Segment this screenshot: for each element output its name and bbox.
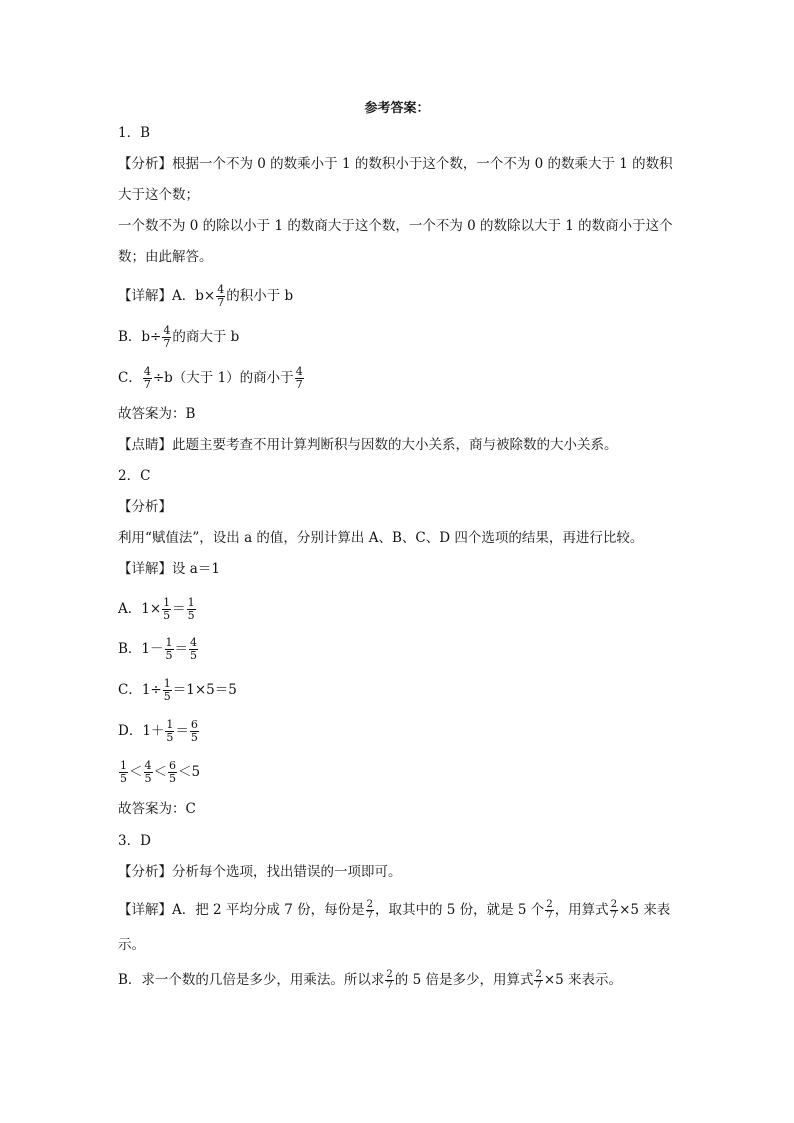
fraction-1-5 <box>119 760 128 785</box>
q1-analysis-line3: 一个数不为 0 的除以小于 1 的数商大于这个数，一个不为 0 的数除以大于 1 的数商小于这个 <box>118 218 673 234</box>
q2-option-d <box>118 719 200 744</box>
q3-detail-a-part1: 【详解】A．把 2 平均分成 7 份，每份是 <box>118 902 365 918</box>
fraction-1-5 <box>162 597 171 622</box>
fraction-denominator: 5 <box>190 731 198 744</box>
fraction-numerator: 1 <box>163 677 171 690</box>
equals-sign: ＝ <box>174 641 189 657</box>
q1-answer: 故答案为：B <box>118 406 196 422</box>
q1-analysis-line2: 大于这个数； <box>118 187 199 203</box>
fraction-6-5 <box>190 719 199 744</box>
less-than-sign: ＜ <box>153 764 167 780</box>
q3-detail-a-part4: ×5 来表 <box>619 902 671 918</box>
fraction-denominator: 7 <box>535 980 542 991</box>
fraction-denominator: 7 <box>366 910 373 921</box>
fraction-numerator: 2 <box>535 969 542 980</box>
q1-detail-a <box>118 284 293 309</box>
fraction-denominator: 7 <box>217 296 225 309</box>
q3-analysis: 【分析】分析每个选项，找出错误的一项即可。 <box>118 864 402 880</box>
q1-detail-b-prefix: B．b÷ <box>118 329 162 345</box>
q2-comparison <box>118 760 200 785</box>
fraction-numerator: 4 <box>217 283 225 296</box>
fraction-numerator: 2 <box>386 969 393 980</box>
fraction-numerator: 1 <box>120 759 127 772</box>
q2-detail: 【详解】设 a＝1 <box>118 561 220 577</box>
q3-detail-b-part3: ×5 来表示。 <box>543 972 623 988</box>
q2-answer: 故答案为：C <box>118 801 196 817</box>
fraction-1-5 <box>163 678 172 703</box>
equals-sign: ＝ <box>175 723 189 739</box>
fraction-4-7 <box>295 366 304 391</box>
q3-detail-a-part3: ，用算式 <box>554 902 609 918</box>
q1-detail-c-prefix: C． <box>118 370 142 386</box>
fraction-numerator: 4 <box>143 365 151 378</box>
equals-sign: ＝ <box>172 601 186 617</box>
fraction-denominator: 5 <box>165 649 173 662</box>
fraction-numerator: 2 <box>366 899 373 910</box>
fraction-4-7 <box>143 366 152 391</box>
fraction-denominator: 5 <box>190 649 198 662</box>
q2-option-c-prefix: C．1÷ <box>118 682 162 698</box>
fraction-4-5 <box>189 637 198 662</box>
q3-detail-b <box>118 970 622 991</box>
q1-detail-a-prefix: 【详解】A．b× <box>118 288 216 304</box>
fraction-numerator: 6 <box>169 759 176 772</box>
q2-option-c-suffix: ＝1×5＝5 <box>172 682 237 698</box>
less-than-five: ＜5 <box>178 764 201 780</box>
fraction-numerator: 2 <box>546 899 553 910</box>
fraction-denominator: 5 <box>163 609 171 622</box>
q3-detail-b-part2: 的 5 倍是多少，用算式 <box>394 972 534 988</box>
q1-comment: 【点睛】此题主要考查不用计算判断积与因数的大小关系，商与被除数的大小关系。 <box>118 437 618 453</box>
fraction-6-5 <box>168 760 177 785</box>
fraction-4-7 <box>216 284 225 309</box>
fraction-2-7 <box>534 970 542 991</box>
fraction-2-7 <box>610 900 618 921</box>
fraction-denominator: 7 <box>163 337 171 350</box>
fraction-1-5 <box>165 719 174 744</box>
q2-option-d-prefix: D．1＋ <box>118 723 165 739</box>
fraction-denominator: 7 <box>610 910 618 921</box>
fraction-numerator: 4 <box>144 759 152 772</box>
q3-number: 3．D <box>118 833 151 849</box>
fraction-2-7 <box>366 900 374 921</box>
fraction-denominator: 7 <box>295 378 303 391</box>
q1-number: 1．B <box>118 125 151 141</box>
fraction-numerator: 1 <box>163 596 171 609</box>
fraction-4-5 <box>144 760 153 785</box>
q1-detail-c <box>118 366 305 391</box>
fraction-denominator: 5 <box>120 772 127 785</box>
fraction-denominator: 7 <box>546 910 553 921</box>
q1-detail-a-suffix: 的积小于 b <box>226 288 294 304</box>
fraction-denominator: 5 <box>169 772 176 785</box>
fraction-numerator: 1 <box>187 596 195 609</box>
q3-detail-a <box>118 900 670 921</box>
q2-analysis-text: 利用“赋值法”，设出 a 的值，分别计算出 A、B、C、D 四个选项的结果，再进行比较。 <box>118 530 644 546</box>
fraction-numerator: 2 <box>610 899 618 910</box>
q2-analysis-label: 【分析】 <box>118 499 172 515</box>
q2-number: 2．C <box>118 468 151 484</box>
q2-option-b-prefix: B．1－ <box>118 641 164 657</box>
fraction-numerator: 6 <box>190 718 198 731</box>
q1-detail-b-suffix: 的商大于 b <box>172 329 240 345</box>
fraction-numerator: 1 <box>166 718 174 731</box>
fraction-numerator: 4 <box>295 365 303 378</box>
fraction-2-7 <box>385 970 393 991</box>
fraction-denominator: 5 <box>166 731 174 744</box>
q2-option-a-prefix: A．1× <box>118 601 162 617</box>
q1-analysis-line1: 【分析】根据一个不为 0 的数乘小于 1 的数积小于这个数，一个不为 0 的数乘大于 1 的数积 <box>118 156 673 172</box>
q3-detail-b-part1: B．求一个数的几倍是多少，用乘法。所以求 <box>118 972 385 988</box>
fraction-denominator: 5 <box>187 609 195 622</box>
fraction-denominator: 7 <box>143 378 151 391</box>
q1-detail-c-middle: ÷b（大于 1）的商小于 <box>152 370 294 386</box>
q2-option-b <box>118 637 199 662</box>
fraction-1-5 <box>187 597 196 622</box>
q1-detail-b <box>118 325 239 350</box>
less-than-sign: ＜ <box>129 764 143 780</box>
q1-analysis-line4: 数；由此解答。 <box>118 249 213 265</box>
fraction-1-5 <box>165 637 174 662</box>
fraction-denominator: 5 <box>163 690 171 703</box>
fraction-numerator: 1 <box>165 636 173 649</box>
q2-option-a <box>118 597 197 622</box>
q2-option-c <box>118 678 237 703</box>
page-title: 参考答案： <box>364 101 430 116</box>
fraction-2-7 <box>545 900 553 921</box>
q3-detail-a-part2: ，取其中的 5 份，就是 5 个 <box>374 902 545 918</box>
q3-detail-a-cont: 示。 <box>118 937 145 953</box>
fraction-4-7 <box>162 325 171 350</box>
fraction-numerator: 4 <box>190 636 198 649</box>
fraction-denominator: 7 <box>386 980 393 991</box>
fraction-denominator: 5 <box>144 772 152 785</box>
fraction-numerator: 4 <box>163 324 171 337</box>
